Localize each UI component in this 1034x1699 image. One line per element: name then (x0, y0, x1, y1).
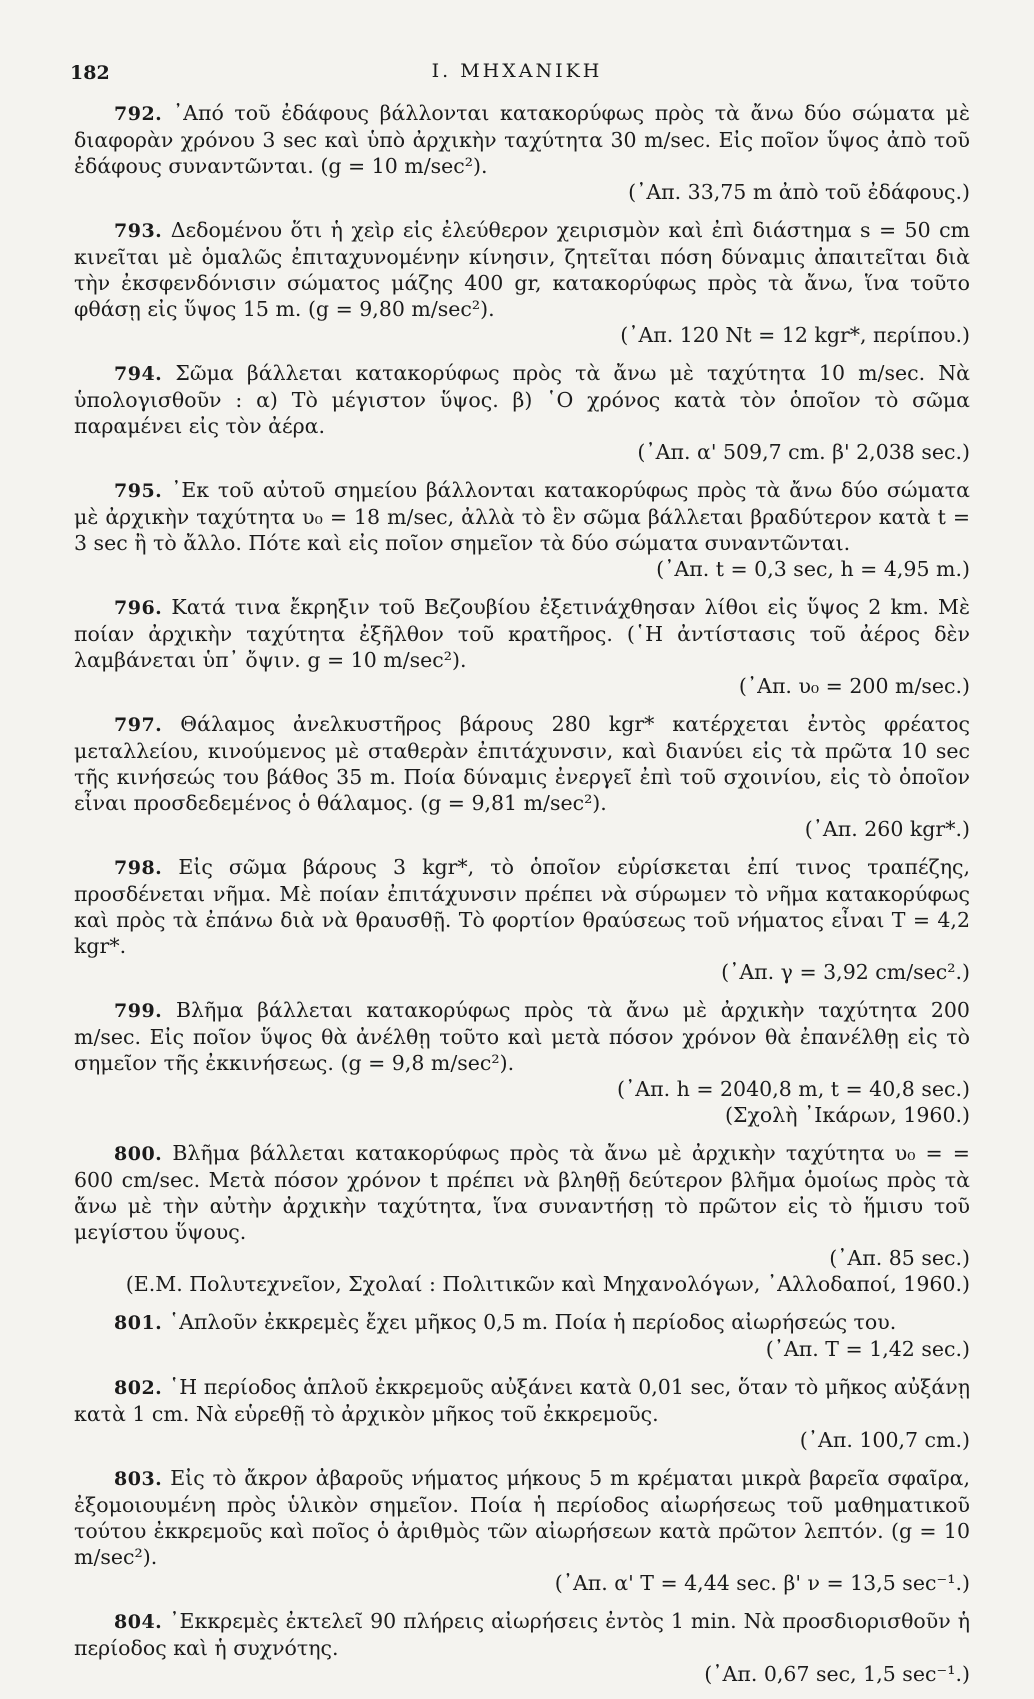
problem-text (74, 1465, 970, 1570)
problem-text (74, 360, 970, 439)
problem-statement: Σῶμα βάλλεται κατακορύφως πρὸς τὰ ἄνω μὲ ταχύτητα 10 m/sec. Νὰ ὑπολογισθοῦν : α) Τὸ μέγιστον ὕψος. β) ῾Ο χρόνος κατὰ τὸν ὁποῖον τὸ σῶμα παραμένει εἰς τὸν ἀέρα. (74, 361, 970, 438)
problem-source: (Σχολὴ ᾿Ικάρων, 1960.) (725, 1103, 970, 1127)
problem-792 (74, 100, 970, 205)
problem-text (74, 1374, 970, 1427)
problem-statement: Κατά τινα ἔκρηξιν τοῦ Βεζουβίου ἐξετινάχθησαν λίθοι εἰς ὕψος 2 km. Μὲ ποίαν ἀρχικὴν ταχύτητα ἐξῆλθον τοῦ κρατῆρος. (῾Η ἀντίστασις τοῦ ἀέρος δὲν λαμβάνεται ὑπ᾿ ὄψιν. g = 10 m/sec²). (74, 595, 970, 672)
problem-number: 796. (114, 597, 163, 619)
running-title: Ι. ΜΗΧΑΝΙΚΗ (431, 60, 603, 82)
problem-803 (74, 1465, 970, 1596)
problem-802 (74, 1374, 970, 1453)
problem-text (74, 100, 970, 179)
problem-answer: (᾿Απ. υ₀ = 200 m/sec.) (738, 674, 970, 698)
problem-statement: ῾Απλοῦν ἐκκρεμὲς ἔχει μῆκος 0,5 m. Ποία ἡ περίοδος αἰωρήσεώς του. (168, 1310, 897, 1334)
problem-number: 798. (114, 857, 163, 879)
page-header (70, 58, 964, 92)
problem-statement: Βλῆμα βάλλεται κατακορύφως πρὸς τὰ ἄνω μὲ ἀρχικὴν ταχύτητα 200 m/sec. Εἰς ποῖον ὕψος θὰ ἀνέλθῃ τοῦτο καὶ μετὰ πόσον χρόνον θὰ ἐπανέλθῃ εἰς τὸ σημεῖον τῆς ἐκκινήσεως. (g = 9,8 m/sec²). (74, 998, 970, 1075)
problem-number: 801. (114, 1312, 163, 1334)
problem-statement: Εἰς σῶμα βάρους 3 kgr*, τὸ ὁποῖον εὑρίσκεται ἐπί τινος τραπέζης, προσδένεται νῆμα. Μὲ ποίαν ἐπιτάχυνσιν πρέπει νὰ σύρωμεν τὸ νῆμα κατακορύφως καὶ πρὸς τὰ ἐπάνω διὰ νὰ θραυσθῇ. Τὸ φορτίον θραύσεως τοῦ νήματος εἶναι T = 4,2 kgr*. (74, 855, 970, 958)
problem-798 (74, 854, 970, 985)
problem-number: 804. (114, 1611, 163, 1633)
problem-800 (74, 1140, 970, 1297)
problem-text (74, 1608, 970, 1661)
problem-number: 792. (114, 103, 163, 125)
problem-statement: ῾Η περίοδος ἁπλοῦ ἐκκρεμοῦς αὐξάνει κατὰ 0,01 sec, ὅταν τὸ μῆκος αὐξάνῃ κατὰ 1 cm. Νὰ εὑρεθῇ τὸ ἀρχικὸν μῆκος τοῦ ἐκκρεμοῦς. (74, 1375, 970, 1426)
problem-number: 793. (114, 220, 163, 242)
problem-answer: (᾿Απ. t = 0,3 sec, h = 4,95 m.) (656, 557, 970, 581)
problem-text (74, 1140, 970, 1245)
problem-answer: (᾿Απ. α' 509,7 cm. β' 2,038 sec.) (637, 440, 970, 464)
problem-answer: (᾿Απ. 85 sec.) (829, 1246, 970, 1270)
problem-801 (74, 1309, 970, 1362)
problem-text (74, 217, 970, 322)
problem-text (74, 711, 970, 816)
problem-number: 802. (114, 1377, 163, 1399)
problem-text (74, 594, 970, 673)
problem-source: (Ε.Μ. Πολυτεχνεῖον, Σχολαί : Πολιτικῶν καὶ Μηχανολόγων, ᾿Αλλοδαποί, 1960.) (125, 1272, 970, 1296)
problem-text (74, 997, 970, 1076)
problem-number: 795. (114, 480, 163, 502)
problem-795 (74, 477, 970, 582)
problem-794 (74, 360, 970, 465)
problem-number: 800. (114, 1143, 163, 1165)
problem-statement: Δεδομένου ὅτι ἡ χεὶρ εἰς ἐλεύθερον χειρισμὸν καὶ ἐπὶ διάστημα s = 50 cm κινεῖται μὲ ὁμαλῶς ἐπιταχυνομένην κίνησιν, ζητεῖται πόση δύναμις ἀπαιτεῖται διὰ τὴν ἐκσφενδόνισιν σώματος μάζης 400 gr, κατακορύφως πρὸς τὰ ἄνω, ἵνα τοῦτο φθάσῃ εἰς ὕψος 15 m. (g = 9,80 m/sec²). (74, 218, 970, 321)
problem-797 (74, 711, 970, 842)
problem-answer: (᾿Απ. α' T = 4,44 sec. β' ν = 13,5 sec⁻¹.) (554, 1571, 970, 1595)
problem-number: 797. (114, 714, 163, 736)
problem-statement: Θάλαμος ἀνελκυστῆρος βάρους 280 kgr* κατέρχεται ἐντὸς φρέατος μεταλλείου, κινούμενος μὲ σταθερὰν ἐπιτάχυνσιν, καὶ διανύει εἰς τὰ πρῶτα 10 sec τῆς κινήσεώς του βάθος 35 m. Ποία δύναμις ἐνεργεῖ ἐπὶ τοῦ σχοινίου, εἰς τὸ ὁποῖον εἶναι προσδεδεμένος ὁ θάλαμος. (g = 9,81 m/sec²). (74, 712, 970, 815)
page-number: 182 (70, 62, 110, 84)
problem-answer: (᾿Απ. h = 2040,8 m, t = 40,8 sec.) (617, 1077, 970, 1101)
problem-number: 803. (114, 1468, 163, 1490)
problem-text (74, 854, 970, 959)
problem-804 (74, 1608, 970, 1687)
problem-number: 799. (114, 1000, 163, 1022)
problem-statement: Εἰς τὸ ἄκρον ἀβαροῦς νήματος μήκους 5 m κρέμαται μικρὰ βαρεῖα σφαῖρα, ἐξομοιουμένη πρὸς ὑλικὸν σημεῖον. Ποία ἡ περίοδος αἰωρήσεως τοῦ μαθηματικοῦ τούτου ἐκκρεμοῦς καὶ ποῖος ὁ ἀριθμὸς τῶν αἰωρήσεων κατὰ πρῶτον λεπτόν. (g = 10 m/sec²). (74, 1466, 970, 1569)
problem-answer: (᾿Απ. 120 Nt = 12 kgr*, περίπου.) (620, 323, 970, 347)
problem-answer: (᾿Απ. 33,75 m ἀπὸ τοῦ ἐδάφους.) (628, 180, 970, 204)
problem-answer: (᾿Απ. 260 kgr*.) (804, 817, 970, 841)
problem-793 (74, 217, 970, 348)
problem-statement: ᾿Από τοῦ ἐδάφους βάλλονται κατακορύφως πρὸς τὰ ἄνω δύο σώματα μὲ διαφορὰν χρόνου 3 sec καὶ ὑπὸ ἀρχικὴν ταχύτητα 30 m/sec. Εἰς ποῖον ὕψος ἀπὸ τοῦ ἐδάφους συναντῶνται. (g = 10 m/sec²). (74, 101, 970, 178)
problem-answer: (᾿Απ. T = 1,42 sec.) (765, 1337, 970, 1361)
problem-text (74, 477, 970, 556)
problem-answer: (᾿Απ. 0,67 sec, 1,5 sec⁻¹.) (704, 1662, 970, 1686)
problem-answer: (᾿Απ. 100,7 cm.) (799, 1428, 970, 1452)
problem-statement: ᾿Εκκρεμὲς ἐκτελεῖ 90 πλήρεις αἰωρήσεις ἐντὸς 1 min. Νὰ προσδιορισθοῦν ἡ περίοδος καὶ ἡ συχνότης. (74, 1609, 970, 1660)
problem-799 (74, 997, 970, 1128)
problem-796 (74, 594, 970, 699)
problem-text (74, 1309, 970, 1336)
problem-answer: (᾿Απ. γ = 3,92 cm/sec².) (721, 960, 970, 984)
problems-list (74, 100, 970, 1699)
problem-statement: ᾿Εκ τοῦ αὐτοῦ σημείου βάλλονται κατακορύφως πρὸς τὰ ἄνω δύο σώματα μὲ ἀρχικὴν ταχύτητα υ₀ = 18 m/sec, ἀλλὰ τὸ ἓν σῶμα βάλλεται βραδύτερον κατὰ t = 3 sec ἢ τὸ ἄλλο. Πότε καὶ εἰς ποῖον σημεῖον τὰ δύο σώματα συναντῶνται. (74, 478, 970, 555)
problem-statement: Βλῆμα βάλλεται κατακορύφως πρὸς τὰ ἄνω μὲ ἀρχικὴν ταχύτητα υ₀ = = 600 cm/sec. Μετὰ πόσον χρόνον t πρέπει νὰ βληθῇ δεύτερον βλῆμα ὁμοίως πρὸς τὰ ἄνω μὲ τὴν αὐτὴν ἀρχικὴν ταχύτητα, ἵνα συναντήσῃ τὸ πρῶτον εἰς τὸ ἥμισυ τοῦ μεγίστου ὕψους. (74, 1141, 970, 1244)
problem-number: 794. (114, 363, 163, 385)
